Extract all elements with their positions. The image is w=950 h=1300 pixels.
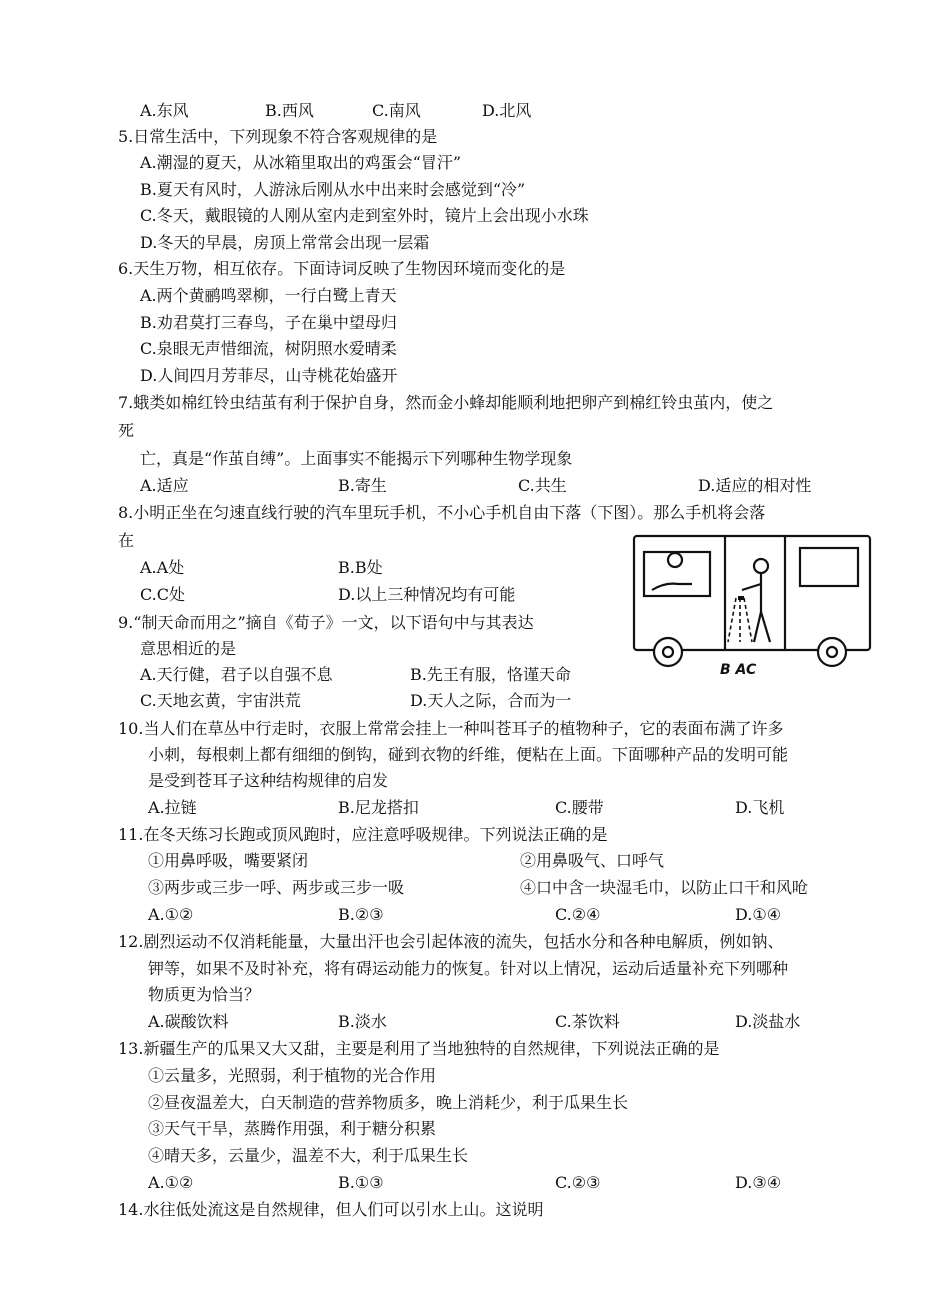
q7-option-d: D.适应的相对性 <box>698 476 812 495</box>
q10-stem-line-1: 10.当人们在草丛中行走时，衣服上常常会挂上一种叫苍耳子的植物种子，它的表面布满了许多 <box>118 719 784 738</box>
passenger-leg-left <box>754 612 761 642</box>
q7-option-c: C.共生 <box>518 476 567 495</box>
q6-stem: 6.天生万物，相互依存。下面诗词反映了生物因环境而变化的是 <box>118 259 566 278</box>
q13-stem: 13.新疆生产的瓜果又大又甜，主要是利用了当地独特的自然规律，下列说法正确的是 <box>118 1039 720 1058</box>
wheel-front <box>818 638 846 666</box>
q7-option-b: B.寄生 <box>338 476 387 495</box>
q11-option-d: D.①④ <box>735 905 782 924</box>
q9-option-b: B.先王有服，恪谨天命 <box>410 665 571 684</box>
q13-option-a: A.①② <box>148 1173 194 1192</box>
q11-option-b: B.②③ <box>338 905 384 924</box>
q10-stem-line-3: 是受到苍耳子这种结构规律的启发 <box>148 771 389 790</box>
q11-item-3: ③两步或三步一呼、两步或三步一吸 <box>148 878 405 897</box>
q10-option-c: C.腰带 <box>555 798 604 817</box>
q13-item-3: ③天气干旱，蒸腾作用强，利于糖分积累 <box>148 1119 437 1138</box>
figure-label: B AC <box>720 662 757 678</box>
passenger-head <box>754 559 768 573</box>
q12-stem-line-2: 钾等，如果不及时补充，将有碍运动能力的恢复。针对以上情况，运动后适量补充下列哪种 <box>148 959 789 978</box>
q8-option-c: C.C处 <box>140 585 186 604</box>
q13-item-4: ④晴天多，云量少，温差不大，利于瓜果生长 <box>148 1146 469 1165</box>
q7-stem-line-1: 7.蛾类如棉红铃虫结茧有利于保护自身，然而金小蜂却能顺利地把卵产到棉红铃虫茧内，使之 <box>118 393 774 412</box>
q12-option-c: C.茶饮料 <box>555 1012 620 1031</box>
q11-stem: 11.在冬天练习长跑或顶风跑时，应注意呼吸规律。下列说法正确的是 <box>118 825 608 844</box>
q13-item-2: ②昼夜温差大，白天制造的营养物质多，晚上消耗少，利于瓜果生长 <box>148 1093 629 1112</box>
q5-option-a: A.潮湿的夏天，从冰箱里取出的鸡蛋会“冒汗” <box>140 153 462 172</box>
q11-item-1: ①用鼻呼吸，嘴要紧闭 <box>148 851 309 870</box>
q12-option-b: B.淡水 <box>338 1012 387 1031</box>
q5-stem: 5.日常生活中，下列现象不符合客观规律的是 <box>118 127 438 146</box>
phone-icon <box>738 596 744 600</box>
q6-option-b: B.劝君莫打三春鸟，子在巢中望母归 <box>140 313 397 332</box>
q10-stem-line-2: 小刺，每根刺上都有细细的倒钩，碰到衣物的纤维，便粘在上面。下面哪种产品的发明可能 <box>148 745 789 764</box>
q4-option-d: D.北风 <box>482 101 532 120</box>
q8-option-b: B.B处 <box>338 558 383 577</box>
q5-option-d: D.冬天的早晨，房顶上常常会出现一层霜 <box>140 233 430 252</box>
q11-item-4: ④口中含一块湿毛巾，以防止口干和风呛 <box>520 878 809 897</box>
q7-stem-line-2: 死 <box>118 421 135 440</box>
q11-option-a: A.①② <box>148 905 194 924</box>
bus-figure <box>630 532 875 682</box>
q9-option-d: D.天人之际，合而为一 <box>410 691 572 710</box>
q11-option-c: C.②④ <box>555 905 601 924</box>
q12-option-a: A.碳酸饮料 <box>148 1012 229 1031</box>
q6-option-a: A.两个黄鹂鸣翠柳，一行白鹭上青天 <box>140 286 397 305</box>
fall-path-c <box>744 598 752 642</box>
q5-option-c: C.冬天，戴眼镜的人刚从室内走到室外时，镜片上会出现小水珠 <box>140 206 589 225</box>
q9-option-c: C.天地玄黄，宇宙洪荒 <box>140 691 301 710</box>
fall-path-b <box>728 598 736 642</box>
q6-option-c: C.泉眼无声惜细流，树阴照水爱晴柔 <box>140 339 397 358</box>
q13-option-b: B.①③ <box>338 1173 384 1192</box>
q7-option-a: A.适应 <box>140 476 189 495</box>
q12-stem-line-3: 物质更为恰当？ <box>148 985 261 1004</box>
q13-item-1: ①云量多，光照弱，利于植物的光合作用 <box>148 1066 437 1085</box>
q10-option-a: A.拉链 <box>148 798 197 817</box>
q8-stem-line-1: 8.小明正坐在匀速直线行驶的汽车里玩手机，不小心手机自由下落（下图）。那么手机将会落 <box>118 503 766 522</box>
q12-stem-line-1: 12.剧烈运动不仅消耗能量，大量出汗也会引起体液的流失，包括水分和各种电解质，例如钠、 <box>118 932 784 951</box>
q13-option-d: D.③④ <box>735 1173 782 1192</box>
q8-stem-line-2: 在 <box>118 531 135 550</box>
q4-option-c: C.南风 <box>372 101 421 120</box>
q9-stem-line-1: 9.“制天命而用之”摘自《荀子》一文，以下语句中与其表达 <box>118 613 534 632</box>
q10-option-b: B.尼龙搭扣 <box>338 798 419 817</box>
wheel-rear <box>654 638 682 666</box>
q5-option-b: B.夏天有风时，人游泳后刚从水中出来时会感觉到“冷” <box>140 180 526 199</box>
q8-option-d: D.以上三种情况均有可能 <box>338 585 516 604</box>
q10-option-d: D.飞机 <box>735 798 785 817</box>
q13-option-c: C.②③ <box>555 1173 601 1192</box>
driver-head <box>668 553 682 567</box>
passenger-leg-right <box>761 612 770 642</box>
q14-stem: 14.水往低处流这是自然规律，但人们可以引水上山。这说明 <box>118 1200 544 1219</box>
q9-stem-line-2: 意思相近的是 <box>140 639 237 658</box>
driver-arm <box>652 584 692 590</box>
q9-option-a: A.天行健，君子以自强不息 <box>140 665 333 684</box>
q6-option-d: D.人间四月芳菲尽，山寺桃花始盛开 <box>140 366 398 385</box>
passenger-arm <box>742 584 761 590</box>
q7-stem-line-3: 亡，真是“作茧自缚”。上面事实不能揭示下列哪种生物学现象 <box>140 449 573 468</box>
q4-option-a: A.东风 <box>140 101 189 120</box>
q4-option-b: B.西风 <box>265 101 314 120</box>
q12-option-d: D.淡盐水 <box>735 1012 801 1031</box>
q11-item-2: ②用鼻吸气、口呼气 <box>520 851 665 870</box>
bus-window <box>800 548 858 586</box>
q8-option-a: A.A处 <box>140 558 185 577</box>
